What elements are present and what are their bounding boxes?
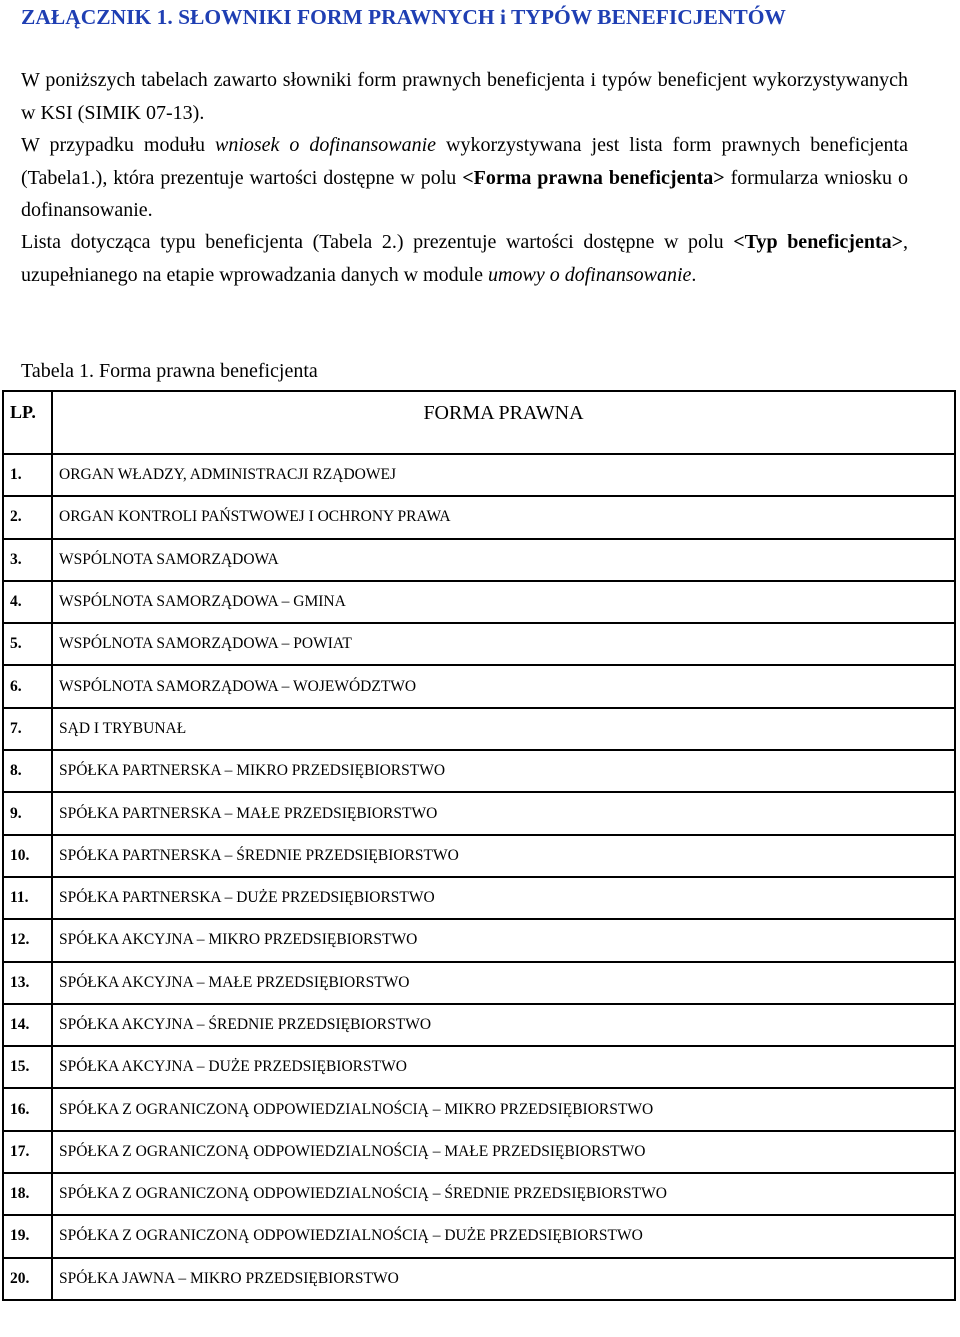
row-legal-form: SPÓŁKA JAWNA – MIKRO PRZEDSIĘBIORSTWO	[52, 1258, 955, 1300]
row-legal-form: SPÓŁKA PARTNERSKA – ŚREDNIE PRZEDSIĘBIORSTWO	[52, 835, 955, 877]
row-legal-form: SPÓŁKA PARTNERSKA – DUŻE PRZEDSIĘBIORSTWO	[52, 877, 955, 919]
table-header-row	[3, 391, 955, 454]
field-name-typ-beneficjenta: <Typ beneficjenta>	[733, 231, 903, 253]
row-number: 1.	[3, 454, 52, 496]
table-caption: Tabela 1. Forma prawna beneficjenta	[21, 360, 318, 382]
module-name-umowy: umowy o dofinansowanie	[488, 263, 692, 286]
table-row	[3, 454, 955, 496]
intro-text-1: W poniższych tabelach zawarto słowniki form prawnych beneficjenta i typów beneficjent wykorzystywanych w KSI (SIMIK 07-13).	[21, 69, 908, 124]
row-number: 16.	[3, 1088, 52, 1130]
field-name-forma-prawna: <Forma prawna beneficjenta>	[462, 166, 725, 189]
row-number: 18.	[3, 1173, 52, 1215]
table-row	[3, 792, 955, 834]
table-body	[3, 454, 955, 1300]
row-legal-form: WSPÓLNOTA SAMORZĄDOWA – GMINA	[52, 581, 955, 623]
row-number: 17.	[3, 1131, 52, 1173]
table-row	[3, 1215, 955, 1257]
intro-text-3c: , uzupełnianego na etapie wprowadzania danych w module	[21, 231, 908, 286]
row-number: 2.	[3, 496, 52, 538]
appendix-heading: ZAŁĄCZNIK 1. SŁOWNIKI FORM PRAWNYCH i TYPÓW BENEFICJENTÓW	[21, 5, 786, 29]
table-row	[3, 1088, 955, 1130]
table-row	[3, 835, 955, 877]
row-number: 15.	[3, 1046, 52, 1088]
table-row	[3, 1131, 955, 1173]
row-number: 12.	[3, 919, 52, 961]
row-legal-form: SPÓŁKA Z OGRANICZONĄ ODPOWIEDZIALNOŚCIĄ – MIKRO PRZEDSIĘBIORSTWO	[52, 1088, 955, 1130]
row-number: 8.	[3, 750, 52, 792]
table-row	[3, 581, 955, 623]
table-row	[3, 962, 955, 1004]
table-row	[3, 877, 955, 919]
row-legal-form: ORGAN KONTROLI PAŃSTWOWEJ I OCHRONY PRAWA	[52, 496, 955, 538]
row-legal-form: WSPÓLNOTA SAMORZĄDOWA	[52, 539, 955, 581]
intro-text-2e: formularza wniosku o dofinansowanie.	[21, 166, 908, 221]
row-legal-form: SPÓŁKA Z OGRANICZONĄ ODPOWIEDZIALNOŚCIĄ – ŚREDNIE PRZEDSIĘBIORSTWO	[52, 1173, 955, 1215]
row-number: 11.	[3, 877, 52, 919]
row-legal-form: WSPÓLNOTA SAMORZĄDOWA – WOJEWÓDZTWO	[52, 665, 955, 707]
row-number: 13.	[3, 962, 52, 1004]
table-row	[3, 665, 955, 707]
table-row	[3, 708, 955, 750]
table-row	[3, 1046, 955, 1088]
intro-text-2c: wykorzystywana jest lista form prawnych beneficjenta (Tabela1.), która prezentuje wartości dostępne w polu	[21, 134, 908, 189]
row-legal-form: SPÓŁKA PARTNERSKA – MIKRO PRZEDSIĘBIORSTWO	[52, 750, 955, 792]
row-legal-form: WSPÓLNOTA SAMORZĄDOWA – POWIAT	[52, 623, 955, 665]
row-number: 6.	[3, 665, 52, 707]
row-legal-form: ORGAN WŁADZY, ADMINISTRACJI RZĄDOWEJ	[52, 454, 955, 496]
table-row	[3, 539, 955, 581]
intro-text-3e: .	[691, 263, 697, 286]
header-forma-prawna: FORMA PRAWNA	[52, 391, 955, 454]
row-legal-form: SPÓŁKA Z OGRANICZONĄ ODPOWIEDZIALNOŚCIĄ – MAŁE PRZEDSIĘBIORSTWO	[52, 1131, 955, 1173]
row-number: 4.	[3, 581, 52, 623]
row-legal-form: SĄD I TRYBUNAŁ	[52, 708, 955, 750]
intro-paragraph-1	[21, 64, 908, 129]
table-row	[3, 1173, 955, 1215]
row-legal-form: SPÓŁKA Z OGRANICZONĄ ODPOWIEDZIALNOŚCIĄ – DUŻE PRZEDSIĘBIORSTWO	[52, 1215, 955, 1257]
row-legal-form: SPÓŁKA AKCYJNA – MIKRO PRZEDSIĘBIORSTWO	[52, 919, 955, 961]
table-row	[3, 919, 955, 961]
table-row	[3, 496, 955, 538]
table-row	[3, 1258, 955, 1300]
row-number: 20.	[3, 1258, 52, 1300]
table-row	[3, 623, 955, 665]
row-number: 7.	[3, 708, 52, 750]
module-name-wniosek: wniosek o dofinansowanie	[214, 134, 437, 156]
row-number: 14.	[3, 1004, 52, 1046]
row-number: 3.	[3, 539, 52, 581]
intro-paragraph-3	[21, 226, 908, 291]
row-legal-form: SPÓŁKA AKCYJNA – MAŁE PRZEDSIĘBIORSTWO	[52, 962, 955, 1004]
header-lp: LP.	[3, 391, 52, 454]
intro-paragraph-2	[21, 129, 908, 227]
row-legal-form: SPÓŁKA AKCYJNA – ŚREDNIE PRZEDSIĘBIORSTWO	[52, 1004, 955, 1046]
table-row	[3, 750, 955, 792]
intro-text-3a: Lista dotycząca typu beneficjenta (Tabela 2.) prezentuje wartości dostępne w polu	[21, 231, 734, 253]
intro-text-2a: W przypadku modułu	[21, 134, 215, 156]
row-number: 5.	[3, 623, 52, 665]
row-number: 10.	[3, 835, 52, 877]
row-legal-form: SPÓŁKA PARTNERSKA – MAŁE PRZEDSIĘBIORSTWO	[52, 792, 955, 834]
row-number: 19.	[3, 1215, 52, 1257]
legal-form-table	[2, 390, 956, 1301]
table-row	[3, 1004, 955, 1046]
row-legal-form: SPÓŁKA AKCYJNA – DUŻE PRZEDSIĘBIORSTWO	[52, 1046, 955, 1088]
row-number: 9.	[3, 792, 52, 834]
